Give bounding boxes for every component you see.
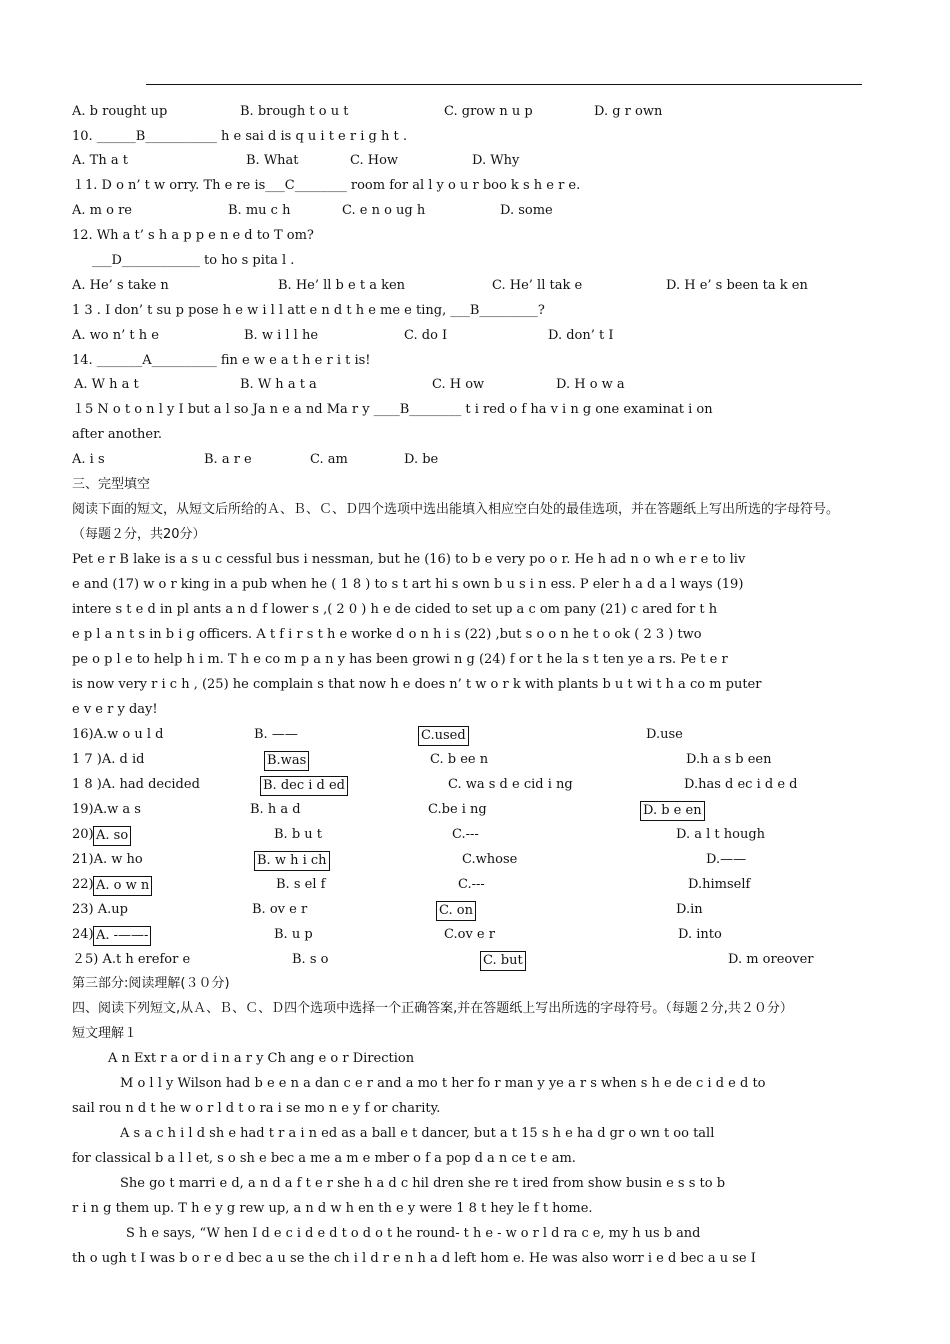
cloze-20-option-b: B. b u t [274,827,323,842]
cloze-22-option-c: C.--- [458,877,485,892]
q12-option-d: D. H e’ s been ta k en [666,278,808,293]
q11-option-c: C. e n o ug h [342,203,426,218]
q14-option-b: B. W h a t a [240,377,317,392]
reading-1-line: th o ugh t I was b o r e d bec a u se the ch i l d r e n h a d left hom e. He was also worr i e d bec a u se I [72,1251,756,1266]
cloze-24-option-c: C.ov e r [444,927,495,942]
cloze-25-option-d: D. m oreover [728,952,814,967]
q12-option-b: B. He’ ll b e t a ken [278,278,406,293]
q13-option-d: D. don’ t I [548,328,614,343]
cloze-19-option-c: C.be i ng [428,802,487,817]
cloze-17-option-d: D.h a s b een [686,752,772,767]
question-10: 10. ______B___________ h e sai d is q u i t e r i g h t . [72,129,407,144]
cloze-17-number: 1 7 )A. d id [72,752,145,767]
q10-option-b: B. What [246,153,299,168]
question-14: 14. _______A__________ fin e w e a t h e r i t is! [72,353,371,368]
question-11: １1. D o n’ t w orry. Th e re is___C________ room for al l y o u r boo k s h e r e. [72,178,581,193]
passage-line: e and (17) w o r king in a pub when he ( 1 8 ) to s t art hi s own b u s i n ess. P eler h a d a l ways (19) [72,577,744,592]
passage-line: is now very r i c h , (25) he complain s that now h e does n’ t w o r k with plants b u t wi t h a co m puter [72,677,762,692]
cloze-22-option-d: D.himself [688,877,751,892]
reading-1-label: 短文理解１ [72,1026,138,1041]
q11-option-d: D. some [500,203,553,218]
cloze-19-option-d-answer: D. b e en [640,801,705,821]
cloze-17-option-c: C. b ee n [430,752,489,767]
cloze-25-number: ２5) A.t h erefor e [72,952,191,967]
cloze-20-option-c: C.--- [452,827,479,842]
section-3-title: 三、完型填空 [72,477,151,492]
q9-option-a: A. b rought up [72,104,168,119]
q10-option-d: D. Why [472,153,520,168]
cloze-16-option-c-answer: C.used [418,726,469,746]
cloze-16-number: 16)A.w o u l d [72,727,164,742]
cloze-25-option-b: B. s o [292,952,329,967]
reading-1-line: r i n g them up. T h e y g rew up, a n d w h en th e y were 1 8 t hey le f t home. [72,1201,593,1216]
reading-1-line: S h e says, “W hen I d e c i d e d t o d o t he round- t h e - w o r l d ra c e, my h us b and [126,1226,701,1241]
reading-1-line: for classical b a l l et, s o sh e bec a me a m e mber o f a pop d a n ce t e am. [72,1151,576,1166]
cloze-18-option-c: C. wa s d e cid i ng [448,777,573,792]
cloze-18-option-b-answer: B. dec i d ed [260,776,348,796]
cloze-18-option-d: D.has d ec i d e d [684,777,798,792]
section-3-instructions: 阅读下面的短文，从短文后所给的Ａ、Ｂ、Ｃ、Ｄ四个选项中选出能填入相应空白处的最佳选项，并在答题纸上写出所选的字母符号。 [72,502,840,517]
cloze-23-option-c-answer: C. on [436,901,476,921]
header-rule [146,84,862,85]
cloze-24-option-a-answer: A. -——- [93,926,151,946]
cloze-21-option-d: D.—— [706,852,747,867]
cloze-23-option-d: D.in [676,902,703,917]
reading-1-line: sail rou n d t he w o r l d t o ra i se mo n e y f or charity. [72,1101,441,1116]
passage-line: e p l a n t s in b i g officers. A t f i r s t h e worke d o n h i s (22) ,but s o o n he t o ok ( 2 3 ) two [72,627,702,642]
cloze-19-number: 19)A.w a s [72,802,141,817]
q15-option-d: D. be [404,452,439,467]
cloze-24-option-d: D. into [678,927,722,942]
question-12-blank: ___D____________ to ho s pita l . [92,253,295,268]
cloze-16-option-d: D.use [646,727,683,742]
question-13: 1 3 . I don’ t su p pose h e w i l l att e n d t h e me e ting, ___B_________? [72,303,545,318]
cloze-19-option-b: B. h a d [250,802,301,817]
reading-1-line: She go t marri e d, a n d a f t e r she h a d c hil dren she re t ired from show busin e s s to b [120,1176,726,1191]
cloze-20-number: 20) [72,827,94,842]
q13-option-b: B. w i l l he [244,328,319,343]
question-15-cont: after another. [72,427,162,442]
q14-option-a: A. W h a t [74,377,139,392]
q14-option-c: C. H ow [432,377,485,392]
q10-option-a: A. Th a t [72,153,128,168]
question-15: １5 N o t o n l y I but a l so Ja n e a nd Ma r y ____B________ t i red o f ha v i n g one examinat i on [72,402,713,417]
q13-option-c: C. do I [404,328,448,343]
cloze-23-number: 23) A.up [72,902,128,917]
cloze-24-option-b: B. u p [274,927,313,942]
q9-option-c: C. grow n u p [444,104,533,119]
q12-option-a: A. He’ s take n [72,278,169,293]
cloze-20-option-d: D. a l t hough [676,827,766,842]
cloze-25-option-c-answer: C. but [480,951,526,971]
section-3-scoring: （每题２分，共20分） [72,527,206,542]
q15-option-a: A. i s [72,452,105,467]
question-12: 12. Wh a t’ s h a p p e n e d to T om? [72,228,314,243]
part-3-title: 第三部分:阅读理解(３０分) [72,976,230,991]
cloze-20-option-a-answer: A. so [93,826,131,846]
q11-option-a: A. m o re [72,203,132,218]
passage-line: pe o p l e to help h i m. T h e co m p a n y has been growi n g (24) f or t he la s t ten ye a rs. Pe t e r [72,652,728,667]
cloze-18-number: 1 8 )A. had decided [72,777,200,792]
q14-option-d: D. H o w a [556,377,625,392]
q15-option-c: C. am [310,452,348,467]
cloze-24-number: 24) [72,927,94,942]
passage-line: intere s t e d in pl ants a n d f lower s ,( 2 0 ) h e de cided to set up a c om pany (21) c ared for t h [72,602,718,617]
q9-option-d: D. g r own [594,104,663,119]
cloze-16-option-b: B. —— [254,727,298,742]
reading-1-title: A n Ext r a or d i n a r y Ch ang e o r Direction [108,1051,415,1066]
cloze-23-option-b: B. ov e r [252,902,308,917]
cloze-22-option-a-answer: A. o w n [93,876,152,896]
cloze-22-option-b: B. s el f [276,877,326,892]
cloze-17-option-b-answer: B.was [264,751,309,771]
cloze-21-option-c: C.whose [462,852,518,867]
cloze-21-number: 21)A. w ho [72,852,143,867]
passage-line: Pet e r B lake is a s u c cessful bus i nessman, but he (16) to b e very po o r. He h ad n o wh e r e to liv [72,552,746,567]
q11-option-b: B. mu c h [228,203,291,218]
q13-option-a: A. wo n’ t h e [72,328,159,343]
q15-option-b: B. a r e [204,452,252,467]
q12-option-c: C. He’ ll tak e [492,278,583,293]
passage-line: e v e r y day! [72,702,158,717]
section-4-title: 四、阅读下列短文,从Ａ、Ｂ、Ｃ、Ｄ四个选项中选择一个正确答案,并在答题纸上写出所选的字母符号。（每题２分,共２０分） [72,1001,793,1016]
reading-1-line: A s a c h i l d sh e had t r a i n ed as a ball e t dancer, but a t 15 s h e ha d gr o wn t oo tall [120,1126,715,1141]
reading-1-line: M o l l y Wilson had b e e n a dan c e r and a mo t her fo r man y ye a r s when s h e de c i d e d to [120,1076,766,1091]
cloze-21-option-b-answer: B. w h i ch [254,851,330,871]
cloze-22-number: 22) [72,877,94,892]
q9-option-b: B. brough t o u t [240,104,349,119]
q10-option-c: C. How [350,153,399,168]
